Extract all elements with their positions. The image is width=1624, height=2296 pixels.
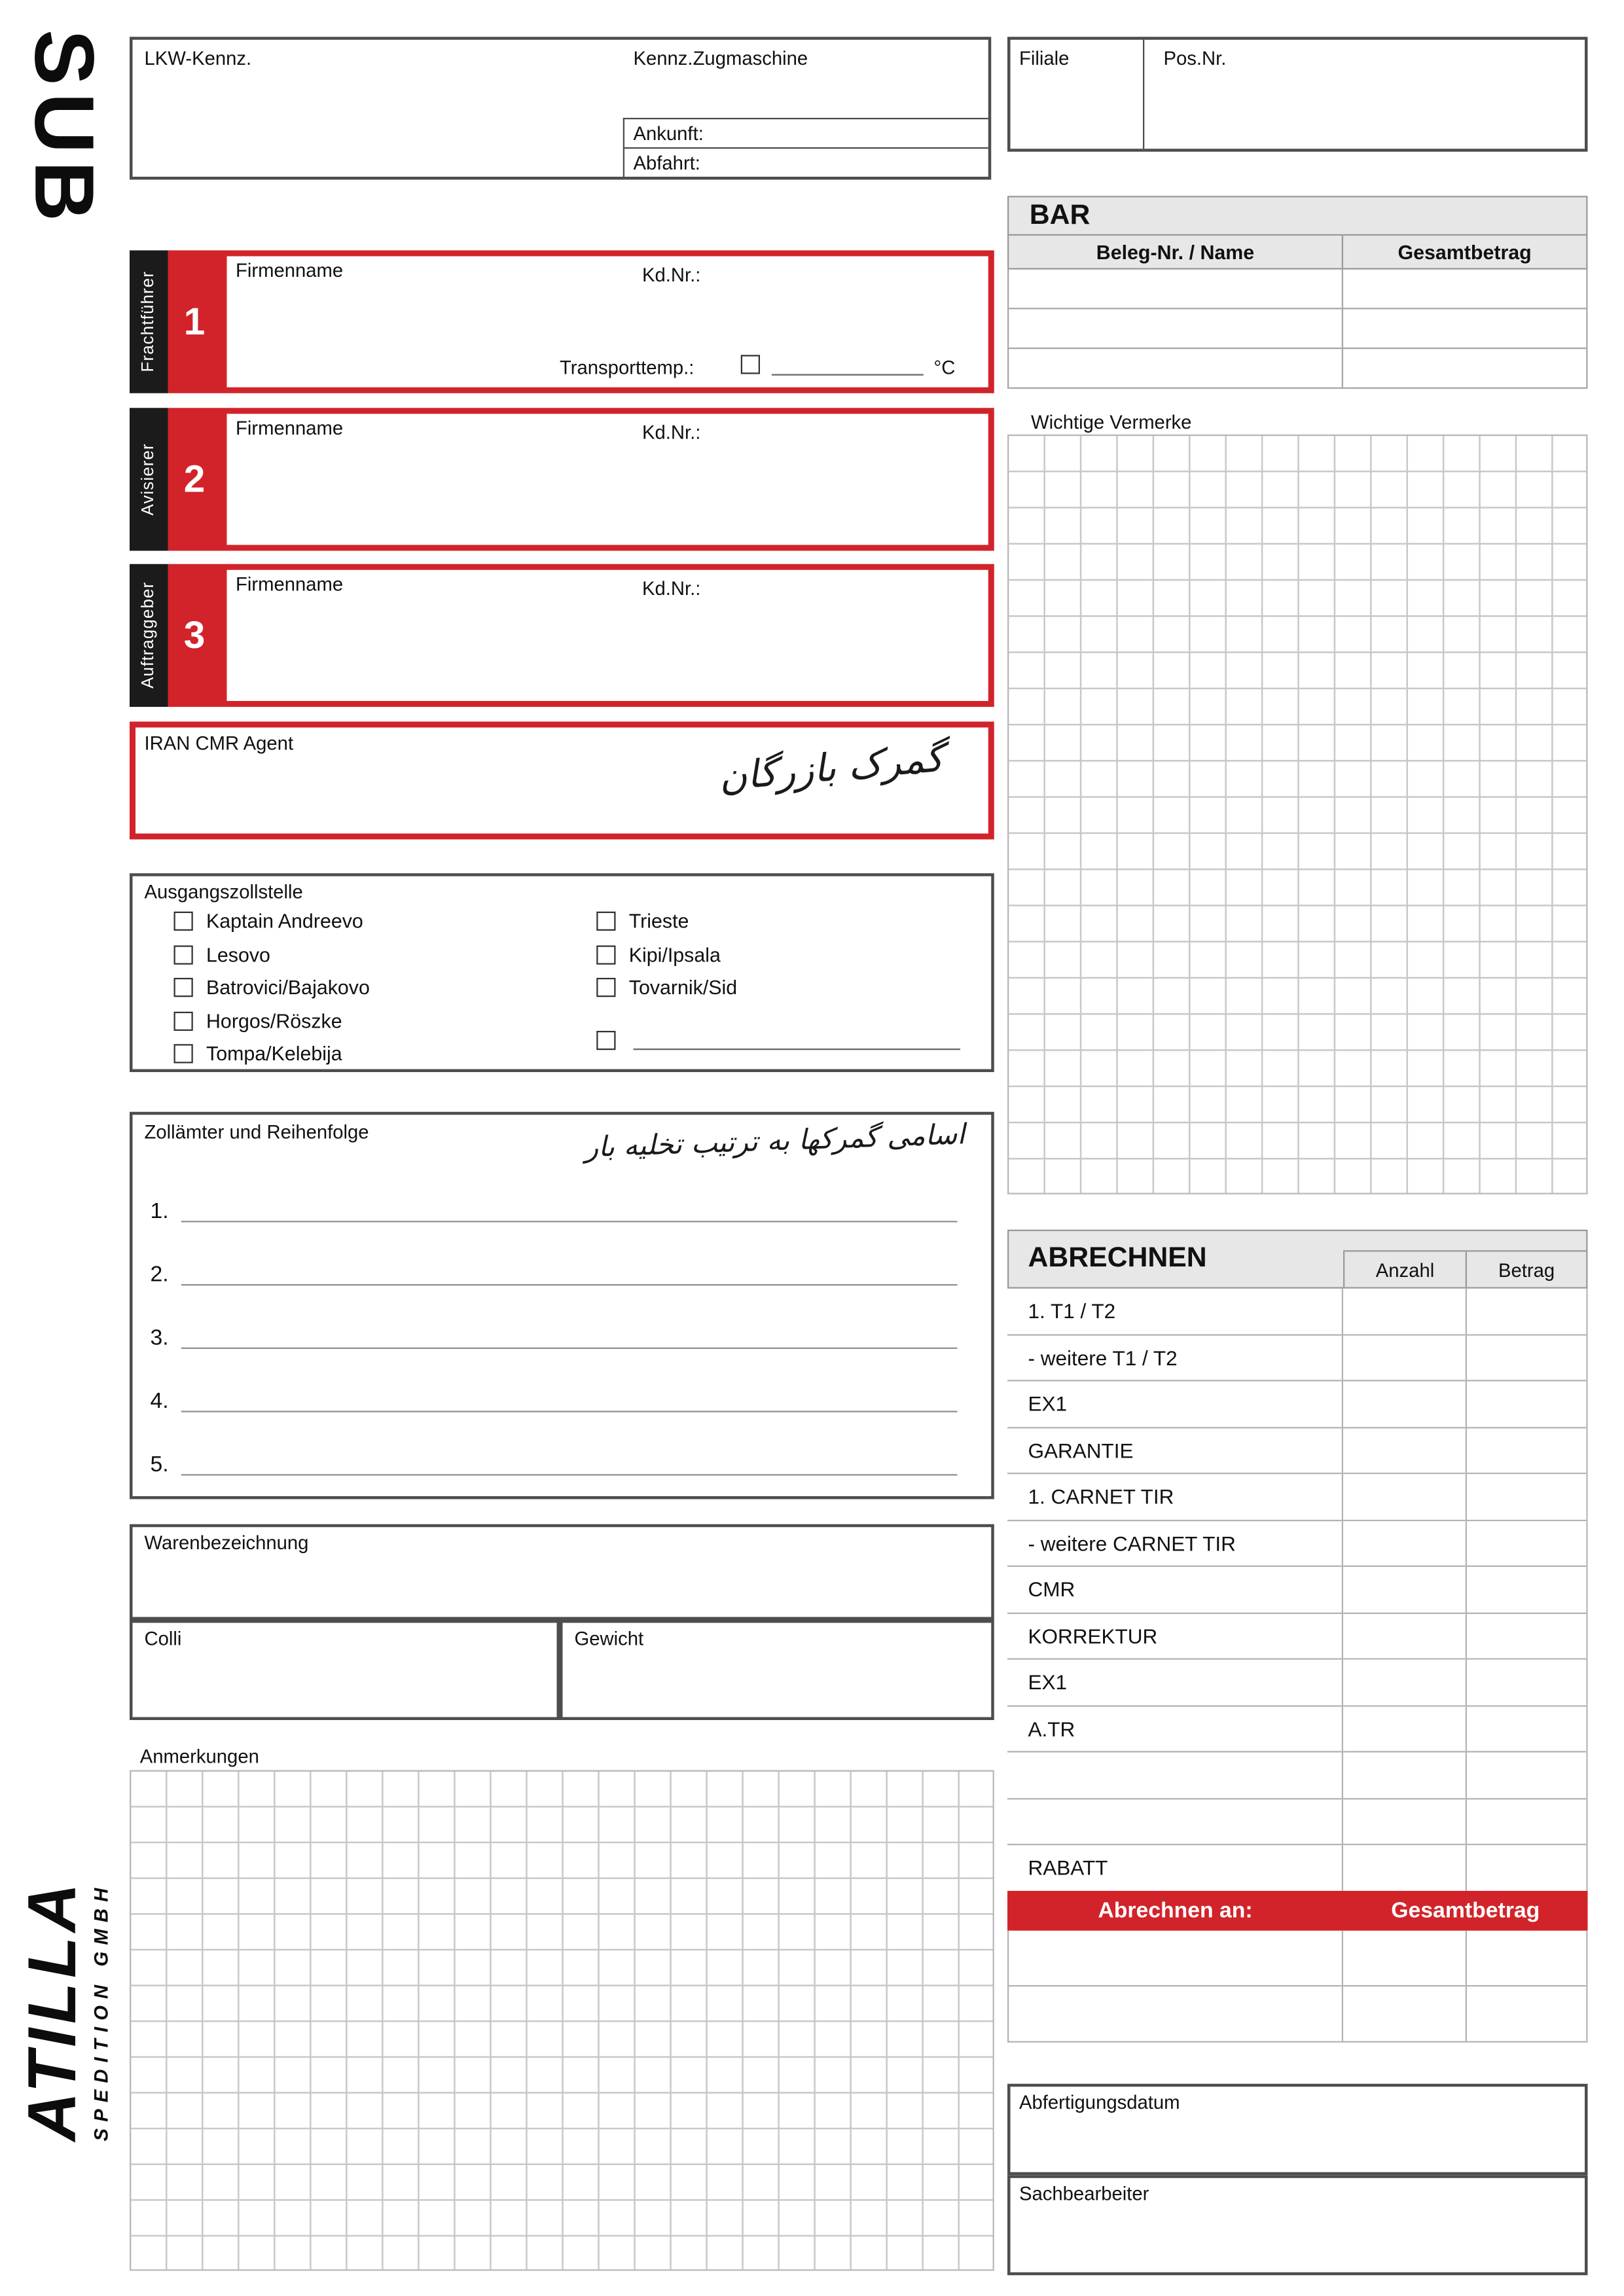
zollamt-fill-line[interactable] [181,1454,958,1476]
bar-col-gesamt: Gesamtbetrag [1398,240,1532,263]
bar-betrag-cell[interactable] [1343,270,1586,308]
checkbox[interactable] [596,1031,615,1050]
zollstelle-left-column [174,912,370,1064]
abrechnen-footer-bar [1007,1891,1588,1931]
ausgangszollstelle-label: Ausgangszollstelle [144,880,303,903]
abrechnen-row-label: A.TR [1007,1706,1343,1753]
abrechnen-extra-row [1007,1931,1588,1987]
bar-beleg-cell[interactable] [1009,349,1343,387]
auftraggeber-strip [130,564,168,707]
abrechnen-row [1007,1382,1586,1428]
zollamt-line-1 [151,1196,958,1223]
anzahl-cell[interactable] [1343,1520,1466,1567]
anzahl-cell[interactable] [1343,1567,1466,1613]
abrechnen-row-label: EX1 [1007,1660,1343,1706]
betrag-cell[interactable] [1466,1753,1586,1799]
anzahl-cell[interactable] [1343,1799,1466,1845]
auftraggeber-box[interactable] [221,564,994,707]
checkbox-label: Tovarnik/Sid [628,976,738,999]
line-number: 2. [150,1262,169,1287]
checkbox[interactable] [174,1011,193,1030]
abrechnen-row-label: RABATT [1007,1845,1343,1892]
sub-logo: SUB [16,29,111,229]
abrechnen-row-label [1007,1799,1343,1845]
betrag-cell[interactable] [1466,1427,1586,1474]
abrechnen-row-label: 1. CARNET TIR [1007,1474,1343,1520]
posnr-label: Pos.Nr. [1163,47,1227,69]
line-number: 3. [150,1325,169,1351]
checkbox-label: Trieste [628,910,689,933]
firmenname-label: Firmenname [236,416,344,439]
bar-table-rows [1007,270,1588,389]
iran-cmr-handwriting: گمرک بازرگان [717,736,946,801]
party-2-number: 2 [168,408,221,550]
atilla-logo: ATILLA [13,1878,90,2142]
abfahrt-label: Abfahrt: [633,151,700,174]
abrechnen-row-label [1007,1753,1343,1799]
zollamt-fill-line[interactable] [181,1327,958,1349]
gewicht-box[interactable] [560,1620,994,1720]
abfertigungsdatum-box[interactable] [1007,2084,1588,2176]
anzahl-cell[interactable] [1343,1986,1466,2043]
lkw-kennz-box[interactable] [130,37,991,179]
anzahl-cell[interactable] [1343,1335,1466,1382]
betrag-cell[interactable] [1466,1660,1586,1706]
abrechnen-title: ABRECHNEN [1028,1243,1207,1274]
checkbox-label: Lesovo [206,943,270,965]
abrechnen-row [1007,1845,1586,1892]
betrag-cell[interactable] [1466,1382,1586,1428]
betrag-cell[interactable] [1466,1799,1586,1845]
checkbox-label: Batrovici/Bajakovo [206,976,370,999]
avisierer-label: Avisierer [139,443,158,516]
transporttemp-checkbox[interactable] [741,355,760,374]
kdnr-label: Kd.Nr.: [642,263,701,286]
frachtfuehrer-strip [130,251,168,393]
abrechnen-row [1007,1335,1586,1382]
bar-col-beleg: Beleg-Nr. / Name [1009,236,1343,268]
other-zollstelle-fill-line[interactable] [634,1031,961,1049]
kennz-zugmaschine-label: Kennz.Zugmaschine [633,47,808,69]
bar-table-header [1007,236,1588,270]
filiale-label: Filiale [1019,47,1070,69]
checkbox-option [596,978,737,997]
checkbox-option [174,912,370,931]
anzahl-cell[interactable] [1343,1427,1466,1474]
abrechnen-row [1007,1613,1586,1660]
betrag-column-header: Betrag [1466,1250,1588,1289]
checkbox[interactable] [174,912,193,931]
line-number: 1. [150,1198,169,1224]
abrechnen-rows [1007,1289,1588,1892]
filiale-posnr-box[interactable] [1007,37,1588,152]
checkbox-label: Kipi/Ipsala [628,943,721,965]
checkbox-option [174,944,370,963]
anzahl-cell[interactable] [1343,1289,1466,1335]
zollaemter-box [130,1112,994,1499]
betrag-cell[interactable] [1466,1520,1586,1567]
colli-label: Colli [144,1627,182,1649]
lkw-kennz-label: LKW-Kennz. [144,47,252,69]
extra-label-cell[interactable] [1007,1931,1343,1987]
abrechnen-row-label: CMR [1007,1567,1343,1613]
checkbox-option [174,1044,370,1063]
warenbezeichnung-label: Warenbezeichnung [144,1532,309,1554]
anzahl-cell[interactable] [1343,1845,1466,1892]
checkbox-option-other [596,1031,960,1050]
abrechnen-row [1007,1706,1586,1753]
colli-box[interactable] [130,1620,560,1720]
zollamt-fill-line[interactable] [181,1200,958,1223]
line-number: 5. [150,1452,169,1477]
anzahl-cell[interactable] [1343,1474,1466,1520]
gesamtbetrag-label: Gesamtbetrag [1391,1898,1540,1924]
checkbox[interactable] [174,978,193,997]
abrechnen-row [1007,1474,1586,1520]
spedition-gmbh-logo: SPEDITION GMBH [90,1881,112,2142]
firmenname-label: Firmenname [236,573,344,595]
abrechnen-row-label: - weitere CARNET TIR [1007,1520,1343,1567]
zollamt-line-3 [151,1323,958,1350]
kdnr-label: Kd.Nr.: [642,577,701,600]
checkbox-option [596,912,737,931]
bar-betrag-cell[interactable] [1343,310,1586,348]
betrag-cell[interactable] [1466,1289,1586,1335]
betrag-cell[interactable] [1466,1845,1586,1892]
checkbox[interactable] [596,978,615,997]
anmerkungen-grid[interactable] [130,1770,994,2271]
checkbox[interactable] [596,944,615,963]
ankunft-abfahrt-panel[interactable] [623,118,988,177]
filiale-cell[interactable] [1011,40,1145,149]
extra-label-cell[interactable] [1007,1986,1343,2043]
abrechnen-row-label: EX1 [1007,1382,1343,1428]
betrag-cell[interactable] [1466,1567,1586,1613]
checkbox-option [174,978,370,997]
line-number: 4. [150,1388,169,1414]
warenbezeichnung-box[interactable] [130,1524,994,1620]
checkbox-label: Kaptain Andreevo [206,910,363,933]
zollaemter-label: Zollämter und Reihenfolge [144,1121,369,1143]
avisierer-box[interactable] [221,408,994,550]
transporttemp-fill-line[interactable] [772,355,924,376]
transporttemp-label: Transporttemp.: [560,356,695,379]
abrechnen-row-label: - weitere T1 / T2 [1007,1335,1343,1382]
anzahl-cell[interactable] [1343,1931,1466,1987]
abfertigungsdatum-label: Abfertigungsdatum [1019,2091,1180,2113]
wichtige-vermerke-label: Wichtige Vermerke [1031,410,1192,433]
anmerkungen-label: Anmerkungen [139,1745,259,1767]
wichtige-vermerke-grid[interactable] [1007,435,1588,1194]
zollamt-line-4 [151,1386,958,1412]
zollstelle-right-column [596,912,737,997]
gewicht-label: Gewicht [574,1627,644,1649]
firmenname-label: Firmenname [236,259,344,281]
checkbox-option [596,944,737,963]
zollamt-line-2 [151,1259,958,1286]
frachtfuehrer-box[interactable] [221,251,994,393]
party-1-number: 1 [168,251,221,393]
betrag-cell[interactable] [1466,1931,1586,1987]
anzahl-cell[interactable] [1343,1753,1466,1799]
abrechnen-extra-row [1007,1986,1588,2043]
checkbox[interactable] [174,1044,193,1063]
anzahl-cell[interactable] [1343,1660,1466,1706]
celsius-label: °C [933,356,956,379]
zollamt-line-5 [151,1449,958,1476]
ausgangszollstelle-box [130,873,994,1072]
checkbox-label: Tompa/Kelebija [206,1043,342,1065]
abrechnen-row [1007,1520,1586,1567]
anzahl-column-header: Anzahl [1343,1250,1467,1289]
bar-beleg-cell[interactable] [1009,310,1343,348]
zollamt-fill-line[interactable] [181,1264,958,1286]
abrechnen-header [1007,1230,1588,1289]
checkbox-label: Horgos/Röszke [206,1009,342,1032]
betrag-cell[interactable] [1466,1474,1586,1520]
abrechnen-row-label: 1. T1 / T2 [1007,1289,1343,1335]
bar-row [1009,270,1586,310]
avisierer-strip [130,408,168,550]
abrechnen-row [1007,1567,1586,1613]
party-3-number: 3 [168,564,221,707]
kdnr-label: Kd.Nr.: [642,421,701,444]
anzahl-cell[interactable] [1343,1613,1466,1660]
betrag-cell[interactable] [1466,1986,1586,2043]
bar-row [1009,349,1586,389]
abrechnen-row [1007,1799,1586,1845]
zollamt-fill-line[interactable] [181,1390,958,1412]
sachbearbeiter-box[interactable] [1007,2175,1588,2275]
auftraggeber-label: Auftraggeber [139,582,158,689]
betrag-cell[interactable] [1466,1335,1586,1382]
zollaemter-handwriting: اسامی گمرکها به ترتیب تخلیه بار [583,1118,965,1164]
iran-cmr-agent-label: IRAN CMR Agent [144,732,294,754]
frachtfuehrer-label: Frachtführer [139,271,158,372]
checkbox[interactable] [596,912,615,931]
abrechnen-row-label: KORREKTUR [1007,1613,1343,1660]
abrechnen-row [1007,1427,1586,1474]
anzahl-cell[interactable] [1343,1382,1466,1428]
checkbox[interactable] [174,944,193,963]
abrechnen-row [1007,1660,1586,1706]
abrechnen-row-label: GARANTIE [1007,1427,1343,1474]
anzahl-cell[interactable] [1343,1706,1466,1753]
ankunft-label: Ankunft: [633,122,704,145]
abrechnen-row [1007,1753,1586,1799]
iran-cmr-agent-box[interactable] [130,722,994,840]
abrechnen-row [1007,1289,1586,1335]
bar-row [1009,310,1586,350]
bar-section-title: BAR [1007,196,1588,236]
sachbearbeiter-label: Sachbearbeiter [1019,2182,1149,2205]
betrag-cell[interactable] [1466,1706,1586,1753]
bar-beleg-cell[interactable] [1009,270,1343,308]
checkbox-option [174,1011,370,1030]
abrechnen-an-label: Abrechnen an: [1098,1898,1253,1924]
betrag-cell[interactable] [1466,1613,1586,1660]
bar-betrag-cell[interactable] [1343,349,1586,387]
